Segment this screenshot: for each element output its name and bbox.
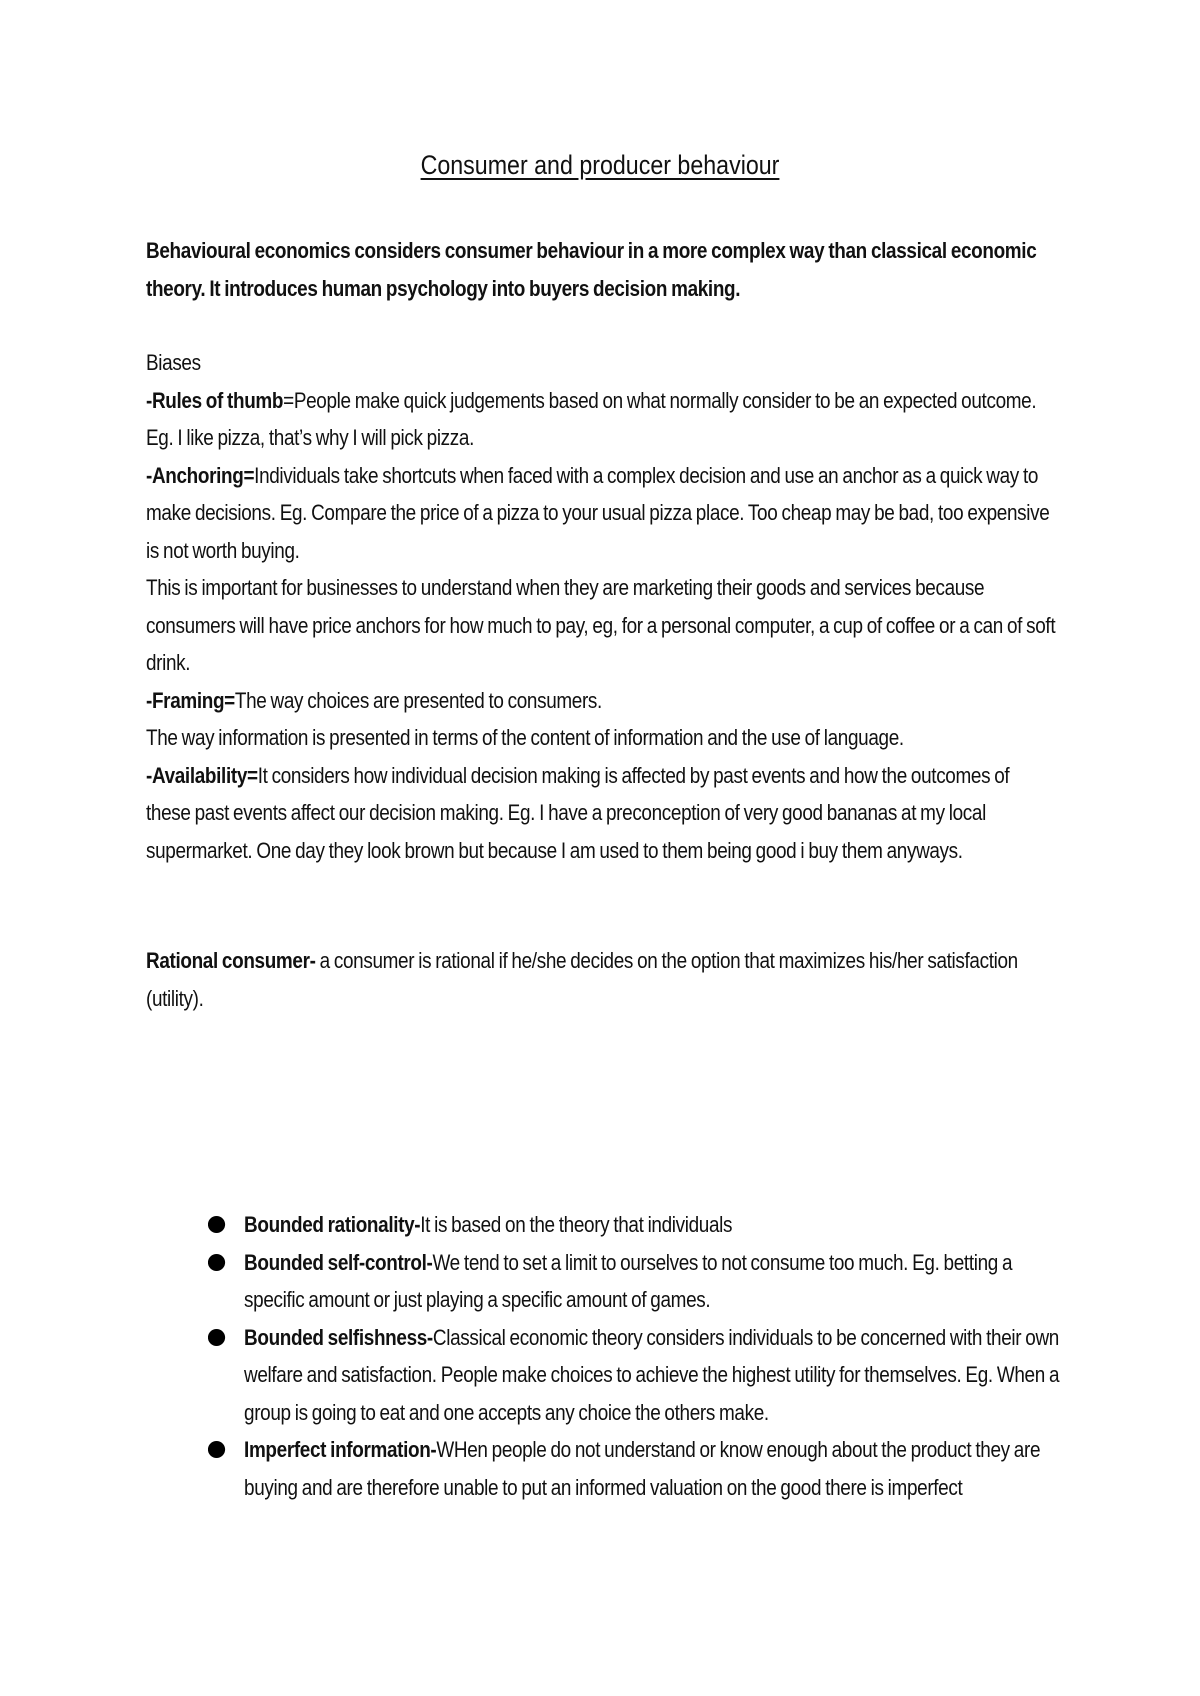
- availability-term: -Availability=: [146, 762, 258, 788]
- list-item-text: We tend to set a limit to ourselves to not consume too much. Eg. betting a specific amount or just playing a specific amount of games.: [244, 1249, 1013, 1312]
- rational-consumer-text: a consumer is rational if he/she decides on the option that maximizes his/her satisfaction (utility).: [146, 948, 1018, 1011]
- framing-note-paragraph: The way information is presented in terms of the content of information and the use of language.: [146, 725, 904, 750]
- list-item-text: It is based on the theory that individuals: [420, 1212, 733, 1237]
- framing-paragraph: [146, 682, 1058, 720]
- anchoring-term: -Anchoring=: [146, 462, 255, 488]
- list-item-text: WHen people do not understand or know enough about the product they are buying and are therefore unable to put an informed valuation on the good there is imperfect: [244, 1437, 1041, 1500]
- bullet-icon: [208, 1254, 225, 1271]
- bounded-concepts-list: [208, 1206, 1059, 1506]
- bullet-icon: [208, 1216, 225, 1233]
- rules-of-thumb-paragraph: [146, 382, 1058, 457]
- list-item-term: Imperfect information-: [244, 1437, 437, 1462]
- list-item: [208, 1431, 1059, 1506]
- rules-of-thumb-term: -Rules of thumb: [146, 387, 284, 413]
- biases-heading: Biases: [146, 350, 201, 375]
- rules-of-thumb-text: =People make quick judgements based on what normally consider to be an expected outcome. Eg. I like pizza, that’s why I will pick pizza.: [146, 387, 1037, 450]
- rational-consumer-paragraph: [146, 942, 1058, 1017]
- anchoring-paragraph: [146, 457, 1058, 570]
- list-item-term: Bounded selfishness-: [244, 1324, 433, 1350]
- list-item: [208, 1244, 1059, 1319]
- availability-text: It considers how individual decision making is affected by past events and how the outcomes of these past events affect our decision making. Eg. I have a preconception of very good bananas at my local supermarket. One day they look brown but because I am used to them being good i buy them anyways.: [146, 762, 1010, 863]
- framing-term: -Framing=: [146, 687, 235, 713]
- list-item: [208, 1319, 1059, 1432]
- list-item-text: Classical economic theory considers individuals to be concerned with their own welfare and satisfaction. People make choices to achieve the highest utility for themselves. Eg. When a group is going to eat and one accepts any choice the others make.: [244, 1324, 1060, 1425]
- biases-section: [146, 344, 1058, 869]
- intro-paragraph: Behavioural economics considers consumer behaviour in a more complex way than classical economic theory. It introduces human psychology into buyers decision making.: [146, 238, 1037, 301]
- list-item-term: Bounded rationality-: [244, 1212, 421, 1237]
- list-item: [208, 1206, 1059, 1244]
- anchoring-note-paragraph: This is important for businesses to understand when they are marketing their goods and services because consumers will have price anchors for how much to pay, eg, for a personal computer, a cup of coffee or a can of soft drink.: [146, 575, 1056, 675]
- bullet-icon: [208, 1441, 225, 1458]
- anchoring-text: Individuals take shortcuts when faced with a complex decision and use an anchor as a quick way to make decisions. Eg. Compare the price of a pizza to your usual pizza place. Too cheap may be bad, too expensive is not worth buying.: [146, 462, 1050, 563]
- page-title: Consumer and producer behaviour: [420, 150, 780, 180]
- list-item-term: Bounded self-control-: [244, 1249, 433, 1275]
- framing-text: The way choices are presented to consumers.: [234, 687, 602, 713]
- bullet-icon: [208, 1329, 225, 1346]
- availability-paragraph: [146, 757, 1058, 870]
- rational-consumer-term: Rational consumer-: [146, 948, 316, 973]
